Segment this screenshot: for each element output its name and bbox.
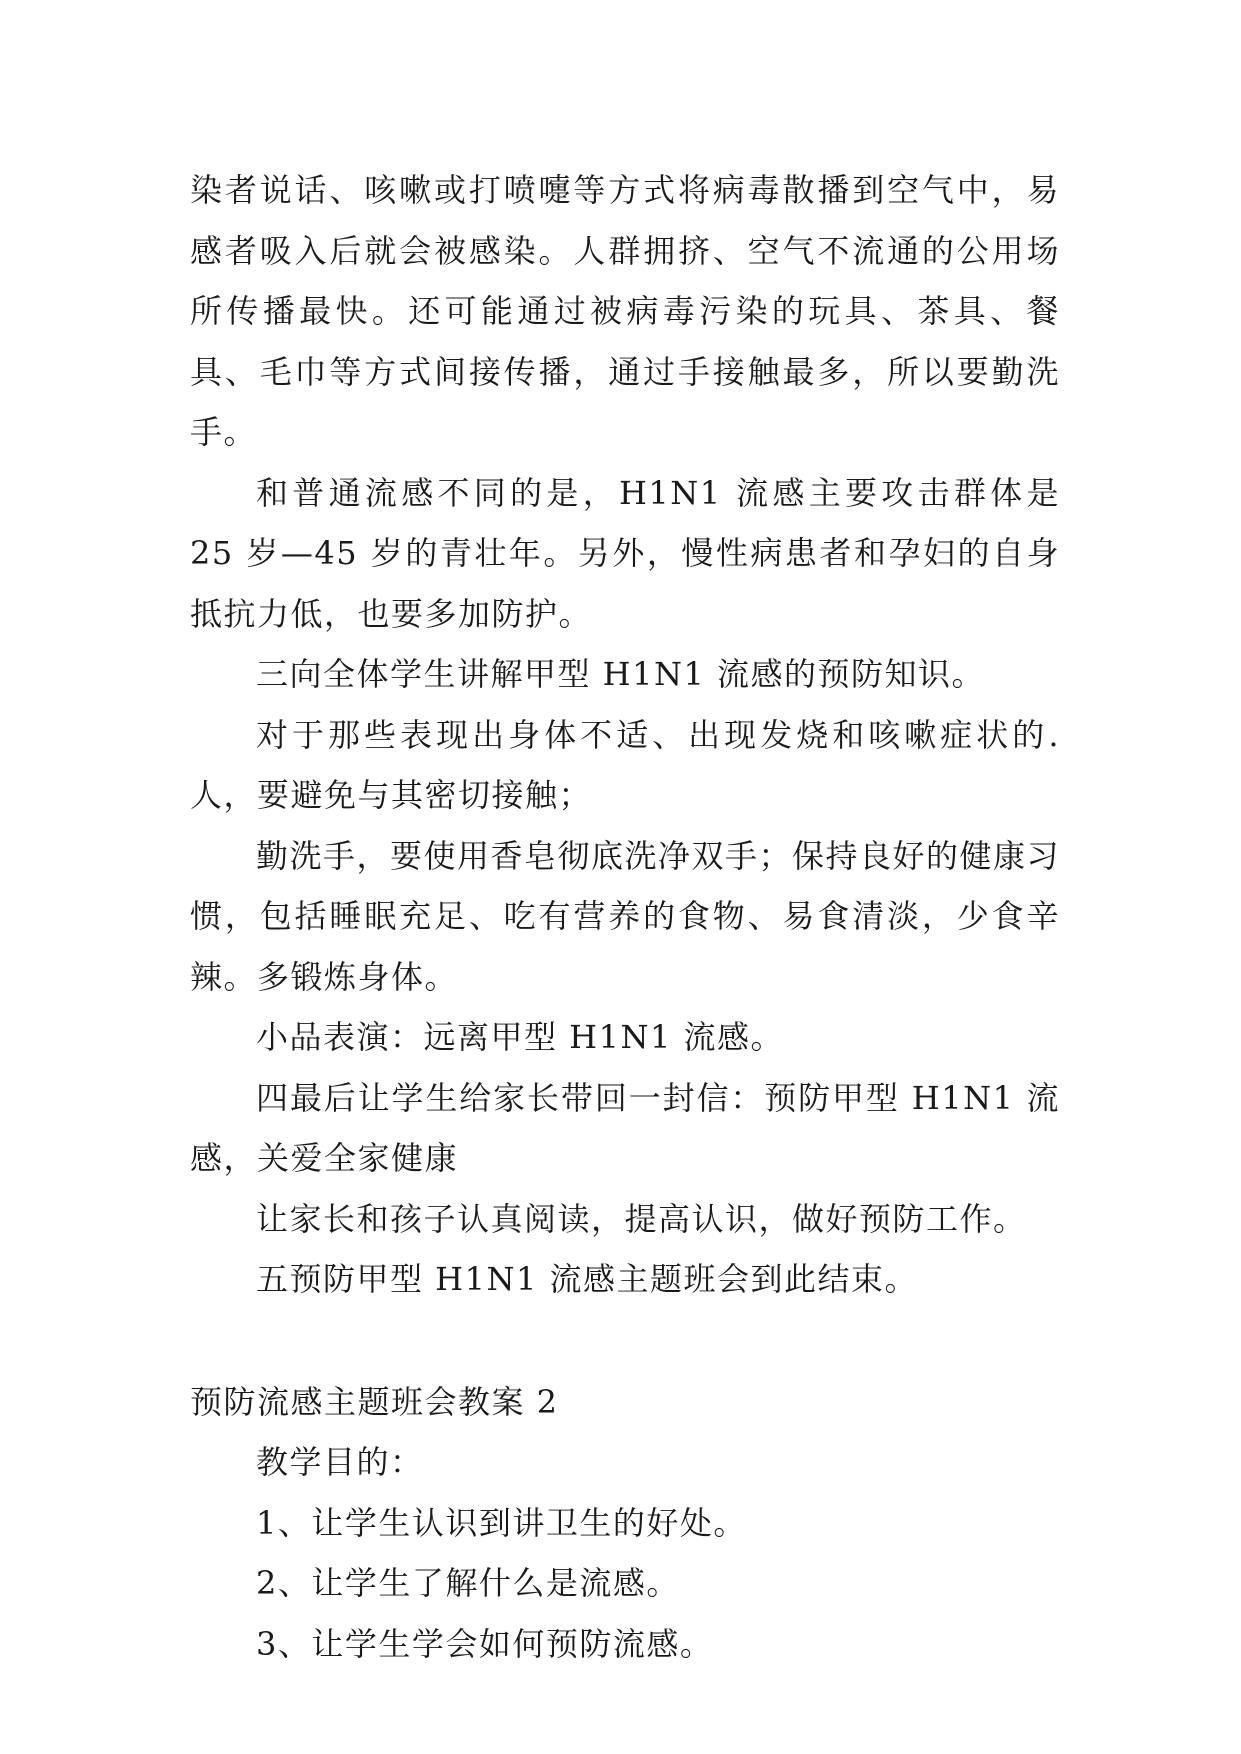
- paragraph-teaching-goals: 教学目的：: [256, 1443, 424, 1481]
- list-item-goal-3: 3、让学生学会如何预防流感。: [256, 1624, 714, 1663]
- list-item-goal-2: 2、让学生了解什么是流感。: [256, 1564, 680, 1602]
- paragraph-skit: 小品表演：远离甲型 H1N1 流感。: [256, 1018, 784, 1056]
- paragraph-step-three: 三向全体学生讲解甲型 H1N1 流感的预防知识。: [256, 655, 985, 693]
- paragraph-hygiene-habits: 勤洗手，要使用香皂彻底洗净双手；保持良好的健康习惯，包括睡眠充足、吃有营养的食物、易食清淡，少食辛辣。多锻炼身体。: [190, 836, 1061, 996]
- section-title: 预防流感主题班会教案 2: [190, 1382, 559, 1421]
- paragraph-avoid-contact: 对于那些表现出身体不适、出现发烧和咳嗽症状的.人，要避免与其密切接触；: [190, 715, 1060, 814]
- paragraph-parents-read: 让家长和孩子认真阅读，提高认识，做好预防工作。: [256, 1199, 1027, 1238]
- paragraph-target-groups: 和普通流感不同的是，H1N1 流感主要攻击群体是 25 岁—45 岁的青壮年。另外，慢性病患者和孕妇的自身抵抗力低，也要多加防护。: [190, 473, 1060, 633]
- paragraph-transmission: 染者说话、咳嗽或打喷嚏等方式将病毒散播到空气中，易感者吸入后就会被感染。人群拥挤、空气不流通的公用场所传播最快。还可能通过被病毒污染的玩具、茶具、餐具、毛巾等方式间接传播，通过手接触最多，所以要勤洗手。: [190, 171, 1060, 451]
- paragraph-step-five: 五预防甲型 H1N1 流感主题班会到此结束。: [256, 1260, 918, 1298]
- document-body: [190, 160, 1060, 1674]
- paragraph-step-four: 四最后让学生给家长带回一封信：预防甲型 H1N1 流感，关爱全家健康: [190, 1078, 1060, 1177]
- list-item-goal-1: 1、让学生认识到讲卫生的好处。: [256, 1503, 747, 1542]
